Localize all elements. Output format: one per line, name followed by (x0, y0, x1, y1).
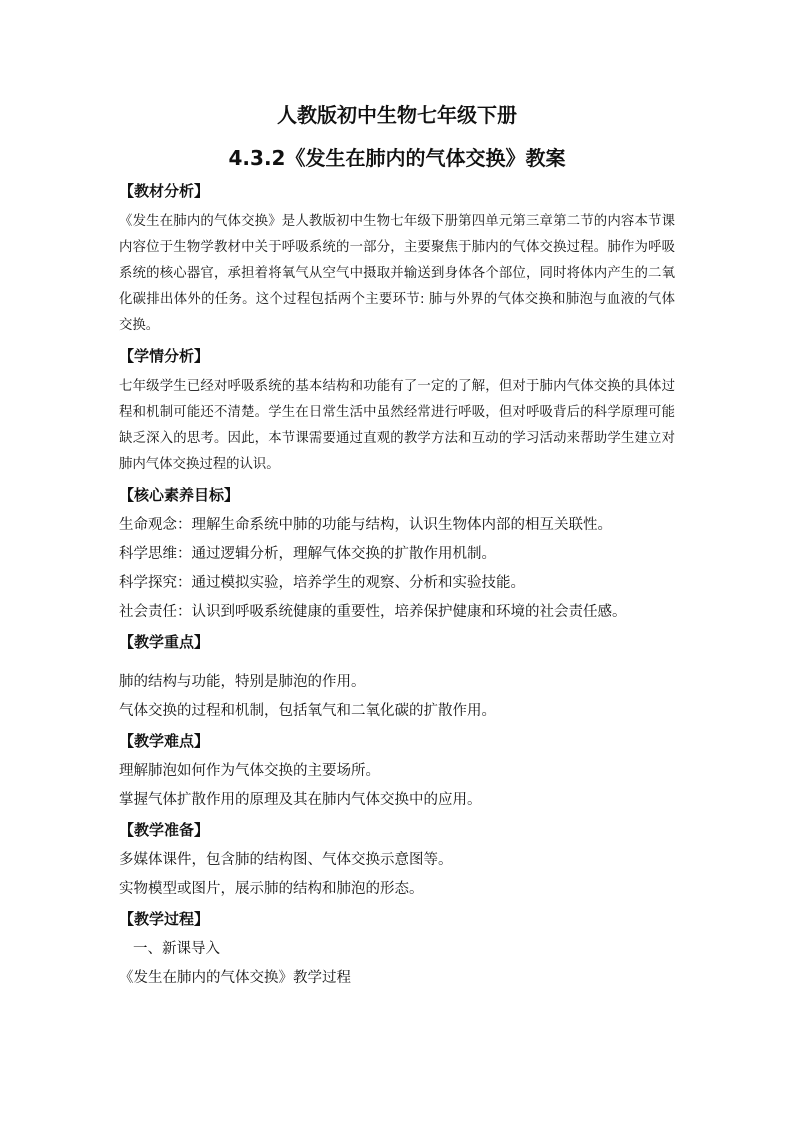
preparation-item: 实物模型或图片，展示肺的结构和肺泡的形态。 (119, 881, 424, 897)
lesson-title: 4.3.2《发生在肺内的气体交换》教案 (228, 146, 566, 170)
section-heading-preparation: 【教学准备】 (119, 821, 210, 839)
key-point-item: 肺的结构与功能，特别是肺泡的作用。 (119, 674, 366, 690)
section-heading-students: 【学情分析】 (119, 347, 210, 365)
goal-item: 科学探究：通过模拟实验，培养学生的观察、分析和实验技能。 (119, 575, 525, 591)
difficulty-item: 理解肺泡如何作为气体交换的主要场所。 (119, 763, 380, 779)
goal-item: 生命观念：理解生命系统中肺的功能与结构，认识生物体内部的相互关联性。 (119, 517, 612, 533)
document-body (119, 176, 675, 995)
process-step-intro: 一、新课导入 (133, 941, 220, 957)
section-heading-goals: 【核心素养目标】 (119, 486, 240, 504)
section-heading-process: 【教学过程】 (119, 910, 210, 928)
goal-item: 科学思维：通过逻辑分析，理解气体交换的扩散作用机制。 (119, 546, 496, 562)
document-title: 人教版初中生物七年级下册 (277, 103, 517, 127)
goal-item: 社会责任：认识到呼吸系统健康的重要性，培养保护健康和环境的社会责任感。 (119, 604, 627, 620)
section-heading-difficulties: 【教学难点】 (119, 732, 210, 750)
materials-analysis-text: 《发生在肺内的气体交换》是人教版初中生物七年级下册第四单元第三章第二节的内容本节课内容位于生物学教材中关于呼吸系统的一部分，主要聚焦于肺内的气体交换过程。肺作为呼吸系统的核心器官，承担着将氧气从空气中摄取并输送到身体各个部位，同时将体内产生的二氧化碳排出体外的任务。这个过程包括两个主要环节: 肺与外界的气体交换和肺泡与血液的气体交换。 (119, 214, 675, 333)
process-line: 《发生在肺内的气体交换》教学过程 (119, 970, 351, 986)
preparation-item: 多媒体课件，包含肺的结构图、气体交换示意图等。 (119, 852, 453, 868)
key-point-item: 气体交换的过程和机制，包括氧气和二氧化碳的扩散作用。 (119, 703, 496, 719)
section-heading-materials: 【教材分析】 (119, 182, 210, 200)
students-analysis-text: 七年级学生已经对呼吸系统的基本结构和功能有了一定的了解，但对于肺内气体交换的具体过程和机制可能还不清楚。学生在日常生活中虽然经常进行呼吸，但对呼吸背后的科学原理可能缺乏深入的思考。因此，本节课需要通过直观的教学方法和互动的学习活动来帮助学生建立对肺内气体交换过程的认识。 (119, 379, 675, 472)
difficulty-item: 掌握气体扩散作用的原理及其在肺内气体交换中的应用。 (119, 792, 482, 808)
section-heading-key-points: 【教学重点】 (119, 633, 210, 651)
